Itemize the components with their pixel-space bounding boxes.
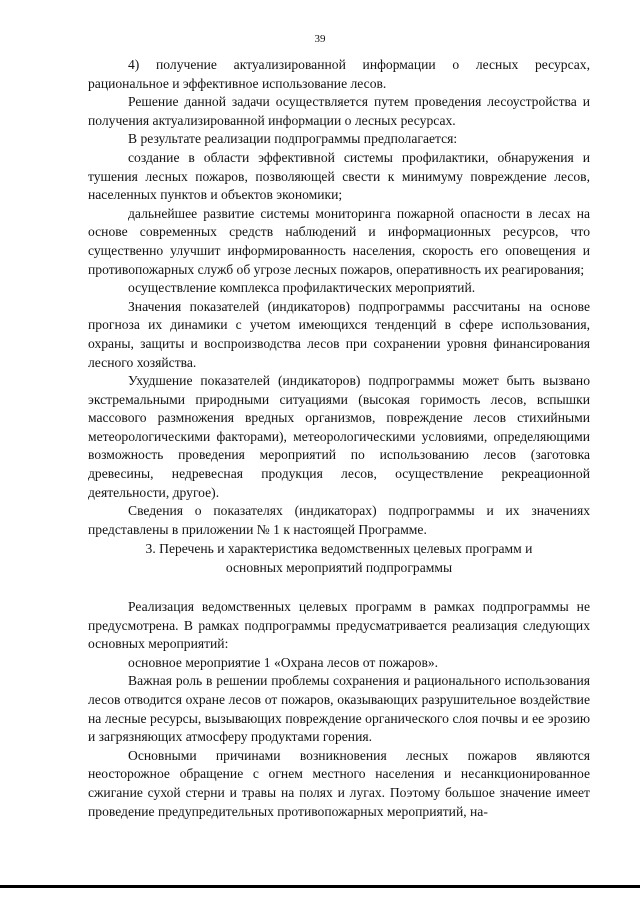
bottom-text-block (88, 598, 590, 821)
paragraph: создание в области эффективной системы профилактики, обнаружения и тушения лесных пожаров, позволяющей свести к минимуму повреждение лесов, населенных пунктов и объектов экономики; (88, 149, 590, 203)
page-bottom-rule (0, 885, 640, 888)
paragraph: Сведения о показателях (индикаторах) подпрограммы и их значениях представлены в приложении № 1 к настоящей Программе. (88, 503, 590, 537)
section-heading-line: основных мероприятий подпрограммы (225, 559, 453, 575)
page-number: 39 (314, 33, 326, 45)
top-text-block (88, 56, 590, 539)
paragraph: осуществление комплекса профилактических мероприятий. (128, 280, 476, 296)
paragraph: дальнейшее развитие системы мониторинга пожарной опасности в лесах на основе современных средств наблюдений и информационных ресурсов, что существенно улучшит информированность населения, скорость его оповещения и противопожарных служб об угрозе лесных пожаров, оперативность их реагирования; (88, 205, 590, 277)
paragraph: Реализация ведомственных целевых программ в рамках подпрограммы не предусмотрена. В рамках подпрограммы предусматривается реализация следующих основных мероприятий: (88, 599, 590, 652)
section-heading-line: 3. Перечень и характеристика ведомственных целевых программ и (145, 541, 533, 556)
paragraph: 4) получение актуализированной информации о лесных ресурсах, рациональное и эффективное использование лесов. (88, 57, 590, 91)
paragraph: Ухудшение показателей (индикаторов) подпрограммы может быть вызвано экстремальными природными ситуациями (высокая горимость лесов, вспышки массового размножения вредных организмов, повреждение лесов стихийными метеорологическими факторами), метеорологическими условиями, определяющими возможность проведения мероприятий по использованию лесов (заготовка древесины, недревесная продукция лесов, осуществление рекреационной деятельности, другое). (88, 373, 590, 500)
paragraph: Решение данной задачи осуществляется путем проведения лесоустройства и получения актуализированной информации о лесных ресурсах. (88, 94, 590, 128)
section-heading (88, 540, 590, 577)
paragraph: Важная роль в решении проблемы сохранения и рационального использования лесов отводится охране лесов от пожаров, оказывающих разрушительное воздействие на лесные ресурсы, вызывающих повреждение органического слоя почвы и ее эрозию и загрязняющих атмосферу продуктами горения. (88, 673, 590, 745)
paragraph: основное мероприятие 1 «Охрана лесов от пожаров». (128, 654, 439, 670)
paragraph: Значения показателей (индикаторов) подпрограммы рассчитаны на основе прогноза их динамики с учетом имеющихся тенденций в сфере использования, охраны, защиты и воспроизводства лесов при сохранении уровня финансирования лесного хозяйства. (88, 298, 590, 370)
paragraph: В результате реализации подпрограммы предполагается: (128, 131, 458, 147)
paragraph: Основными причинами возникновения лесных пожаров являются неосторожное обращение с огнем местного населения и несанкционированное сжигание сухой стерни и травы на полях и лугах. Поэтому большое значение имеет проведение предупредительных противопожарных мероприятий, на- (88, 747, 590, 819)
